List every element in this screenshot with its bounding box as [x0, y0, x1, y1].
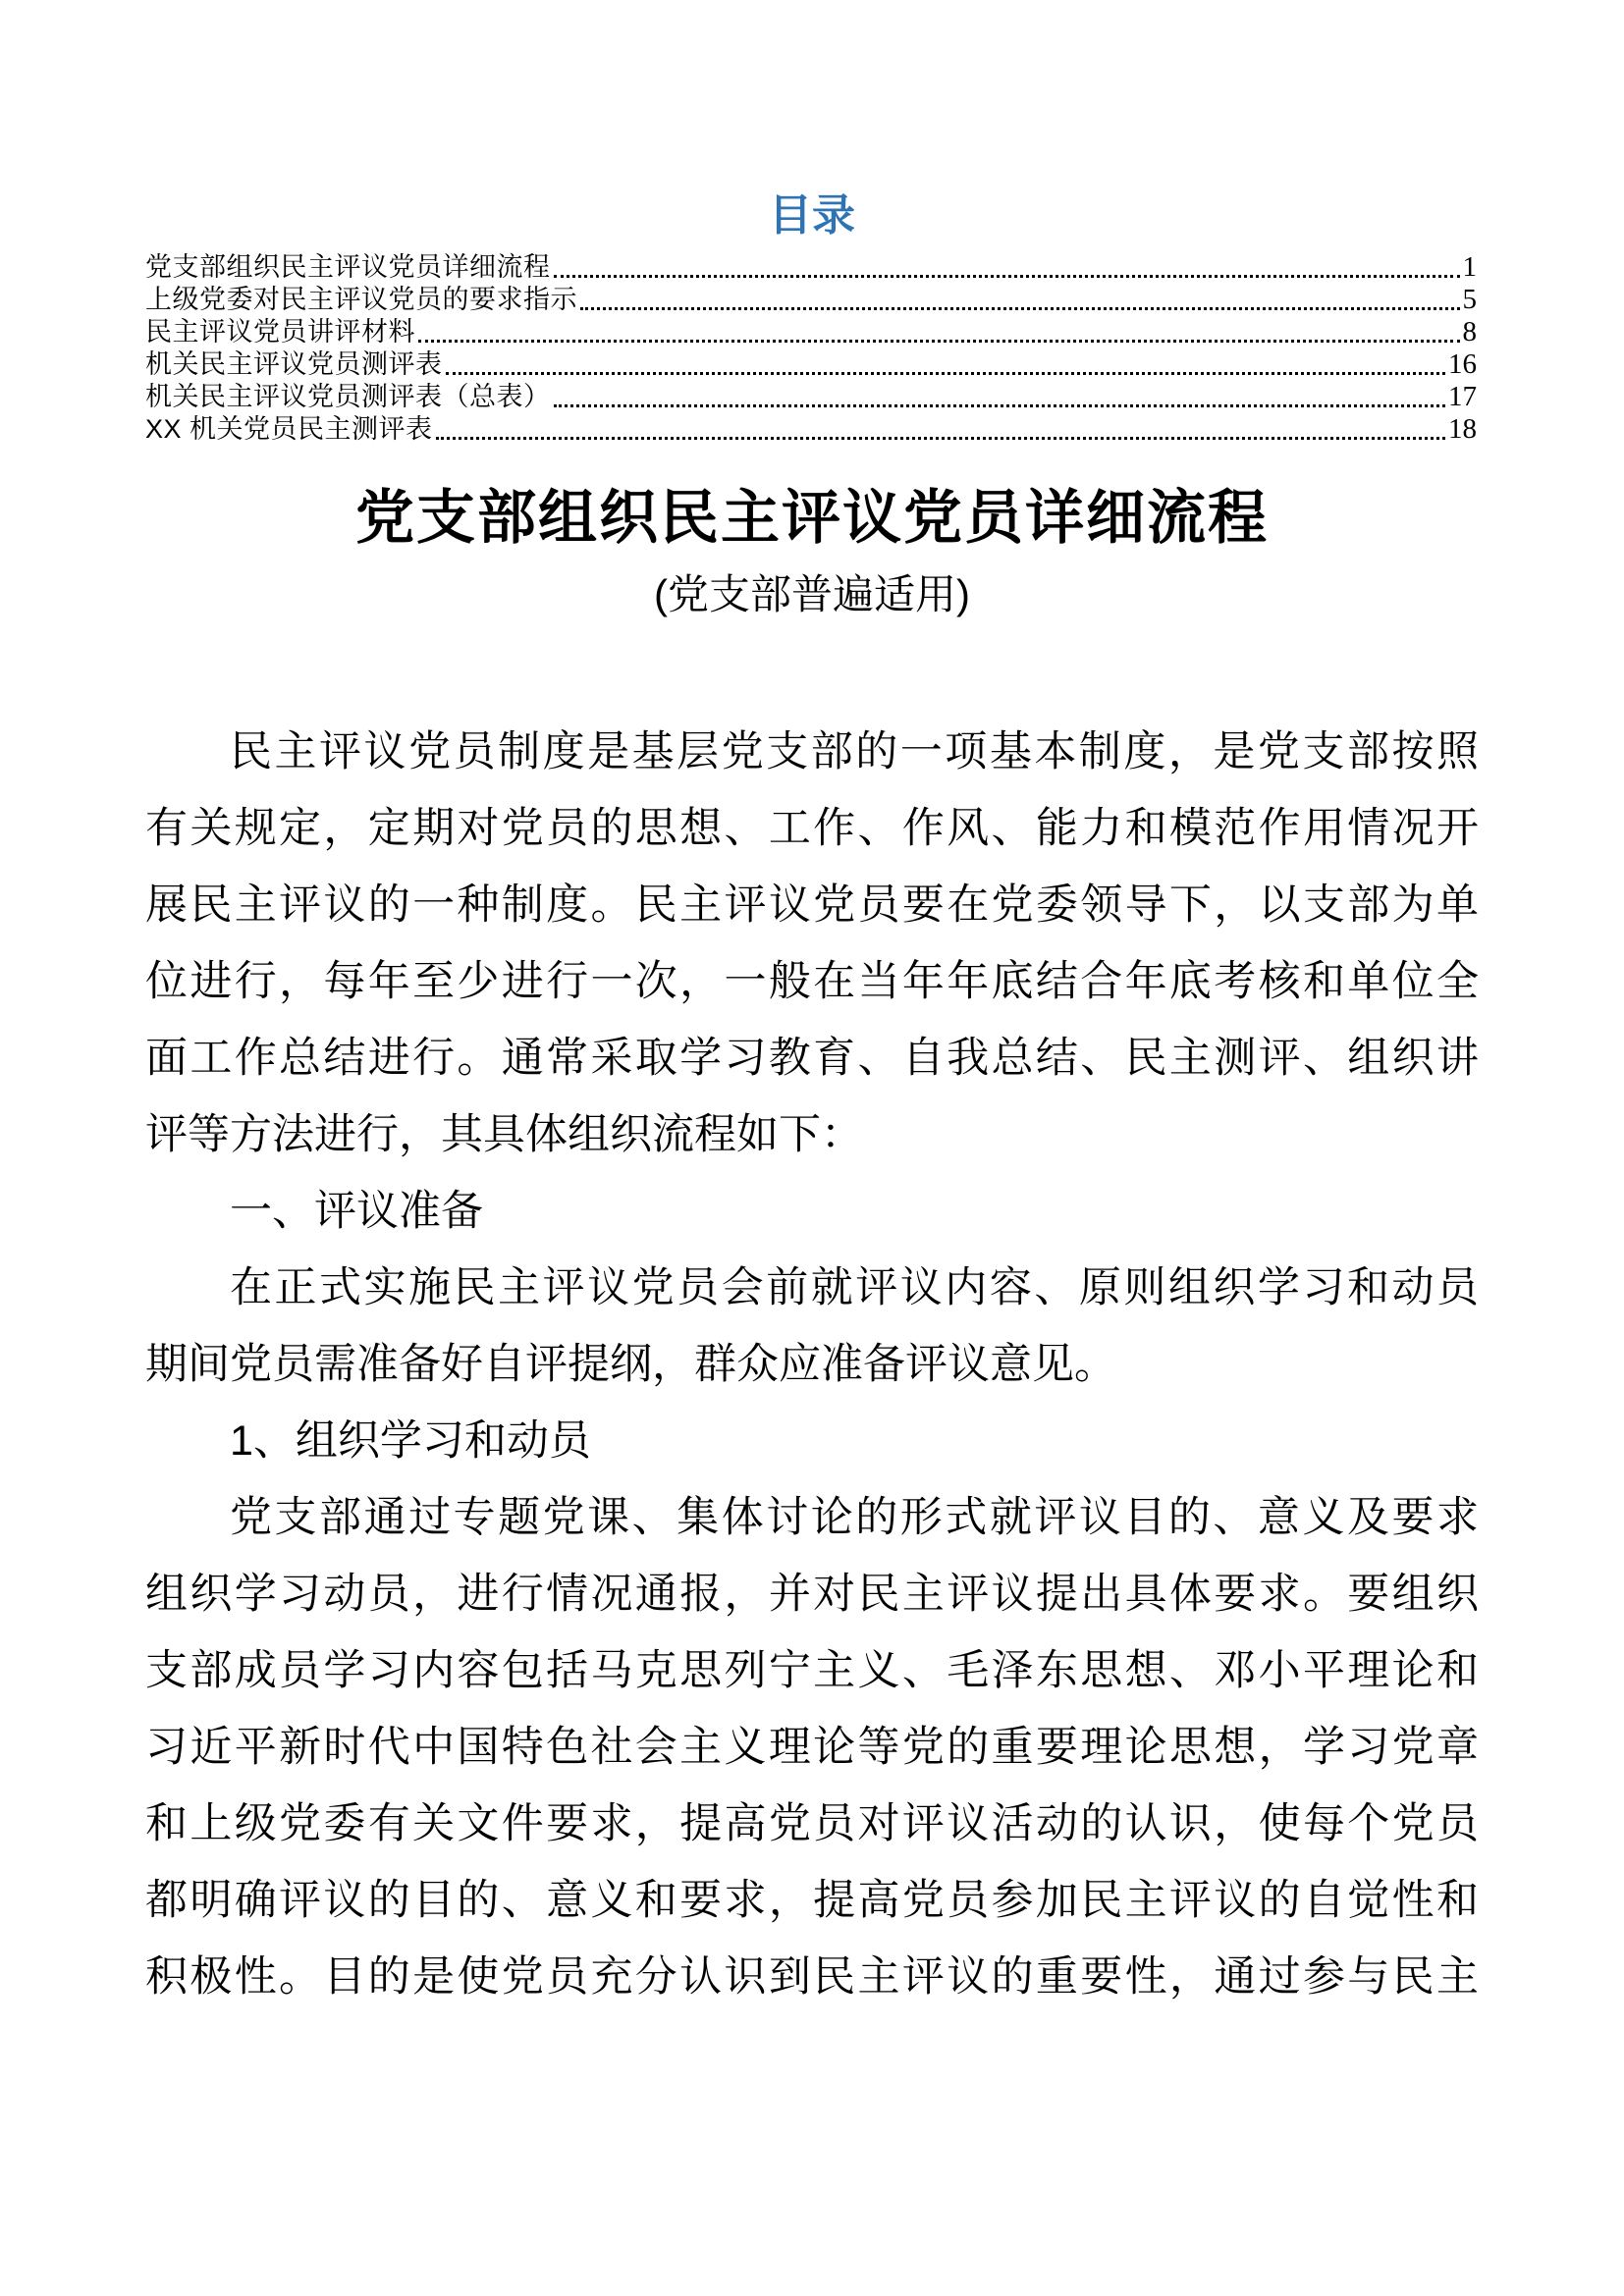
toc-page-number: 1 [1462, 251, 1477, 283]
body-line: 党支部通过专题党课、集体讨论的形式就评议目的、意义及要求 [230, 1494, 1479, 1541]
toc-leader-dots [446, 372, 1446, 375]
body-line: 面工作总结进行。通常采取学习教育、自我总结、民主测评、组织讲 [145, 1035, 1479, 1082]
body-line: 一、评议准备 [230, 1188, 483, 1235]
toc-entry-label: 机关民主评议党员测评表（总表） [145, 382, 551, 411]
toc-leader-dots [554, 275, 1460, 278]
body-line: 1、组织学习和动员 [230, 1417, 591, 1465]
document-title: 党支部组织民主评议党员详细流程 [355, 485, 1269, 551]
body-line: 都明确评议的目的、意义和要求，提高党员参加民主评议的自觉性和 [145, 1877, 1479, 1924]
toc-entry[interactable] [145, 381, 1477, 413]
body-line: 民主评议党员制度是基层党支部的一项基本制度，是党支部按照 [230, 728, 1479, 775]
toc-entry[interactable] [145, 284, 1477, 316]
toc-entry-label: 上级党委对民主评议党员的要求指示 [145, 285, 577, 314]
toc-page-number: 5 [1462, 284, 1477, 315]
body-line: 展民主评议的一种制度。民主评议党员要在党委领导下，以支部为单 [145, 881, 1479, 929]
toc-entry-label: XX 机关党员民主测评表 [145, 414, 433, 444]
body-line: 评等方法进行，其具体组织流程如下： [145, 1111, 863, 1158]
document-subtitle: (党支部普遍适用) [654, 571, 970, 617]
toc-page-number: 8 [1462, 316, 1477, 347]
toc-leader-dots [554, 404, 1446, 407]
body-line: 期间党员需准备好自评提纲，群众应准备评议意见。 [145, 1341, 1116, 1388]
toc-entry[interactable] [145, 251, 1477, 284]
body-line: 和上级党委有关文件要求，提高党员对评议活动的认识，使每个党员 [145, 1800, 1479, 1847]
document-body [145, 714, 1479, 2015]
toc-page-number: 17 [1448, 381, 1477, 412]
toc-entry[interactable] [145, 348, 1477, 381]
body-line: 位进行，每年至少进行一次，一般在当年年底结合年底考核和单位全 [145, 958, 1479, 1005]
body-line: 在正式实施民主评议党员会前就评议内容、原则组织学习和动员 [230, 1264, 1479, 1311]
toc-page-number: 18 [1448, 413, 1477, 445]
toc-leader-dots [436, 437, 1445, 440]
body-line: 积极性。目的是使党员充分认识到民主评议的重要性，通过参与民主 [145, 1953, 1479, 2001]
toc-page-number: 16 [1448, 348, 1477, 380]
body-line: 有关规定，定期对党员的思想、工作、作风、能力和模范作用情况开 [145, 805, 1479, 852]
toc-leader-dots [418, 340, 1460, 343]
toc-list [145, 251, 1477, 446]
toc-leader-dots [580, 307, 1460, 310]
toc-entry-label: 机关民主评议党员测评表 [145, 349, 443, 379]
toc-entry[interactable] [145, 316, 1477, 348]
body-line: 支部成员学习内容包括马克思列宁主义、毛泽东思想、邓小平理论和 [145, 1647, 1479, 1694]
body-line: 习近平新时代中国特色社会主义理论等党的重要理论思想，学习党章 [145, 1724, 1479, 1771]
toc-entry-label: 民主评议党员讲评材料 [145, 317, 415, 347]
toc-entry[interactable] [145, 413, 1477, 446]
toc-title: 目录 [769, 191, 855, 240]
body-line: 组织学习动员，进行情况通报，并对民主评议提出具体要求。要组织 [145, 1571, 1479, 1618]
toc-entry-label: 党支部组织民主评议党员详细流程 [145, 252, 551, 282]
